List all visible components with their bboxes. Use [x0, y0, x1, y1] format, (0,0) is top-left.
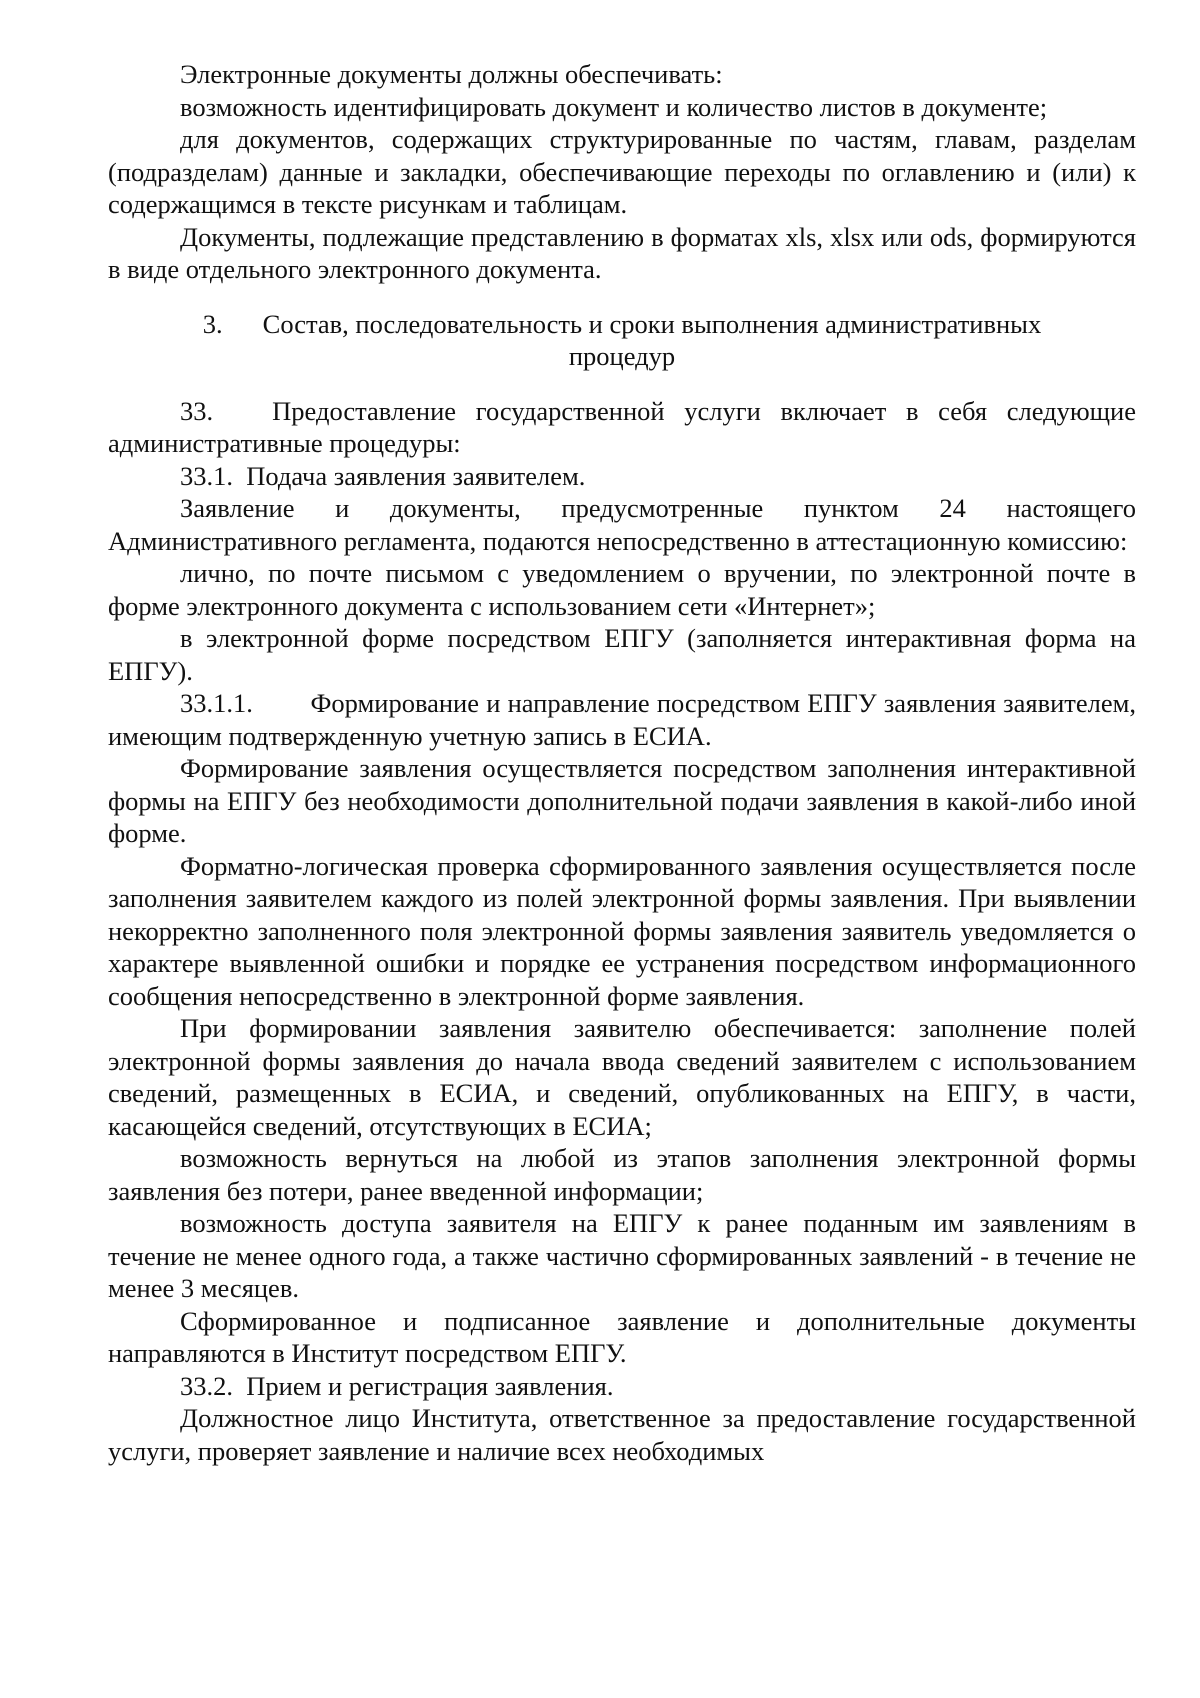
paragraph: Форматно-логическая проверка сформированного заявления осуществляется после заполнения заявителем каждого из полей электронной формы заявления. При выявлении некорректно заполненного поля электронной формы заявления заявитель уведомляется о характере выявленной ошибки и порядке ее устранения посредством информационного сообщения непосредственно в электронной форме заявления.	[108, 850, 1136, 1011]
paragraph: Формирование заявления осуществляется посредством заполнения интерактивной формы на ЕПГУ без необходимости дополнительной подачи заявления в какой-либо иной форме.	[108, 753, 1136, 848]
paragraph: Сформированное и подписанное заявление и дополнительные документы направляются в Институт посредством ЕПГУ.	[108, 1305, 1136, 1368]
paragraph: Должностное лицо Института, ответственное за предоставление государственной услуги, проверяет заявление и наличие всех необходимых	[108, 1403, 1136, 1466]
paragraph: 33.1.1. Формирование и направление посредством ЕПГУ заявления заявителем, имеющим подтвержденную учетную запись в ЕСИА.	[108, 688, 1143, 751]
section-number: 3.	[202, 308, 223, 339]
document-page	[108, 58, 1143, 1467]
section-title-line1: Состав, последовательность и сроки выполнения административных	[262, 308, 1042, 339]
paragraph: Электронные документы должны обеспечивать:	[180, 59, 723, 89]
paragraph: 33.1. Подача заявления заявителем.	[180, 460, 586, 491]
paragraph: Документы, подлежащие представлению в форматах xls, xlsx или ods, формируются в виде отдельного электронного документа.	[108, 221, 1136, 284]
section-heading	[108, 308, 1136, 373]
paragraph: для документов, содержащих структурированные по частям, главам, разделам (подразделам) данные и закладки, обеспечивающие переходы по оглавлению и (или) к содержащимся в тексте рисункам и таблицам.	[108, 124, 1136, 219]
paragraph: 33. Предоставление государственной услуги включает в себя следующие административные процедуры:	[108, 395, 1143, 458]
paragraph: возможность доступа заявителя на ЕПГУ к ранее поданным им заявлениям в течение не менее одного года, а также частично сформированных заявлений - в течение не менее 3 месяцев.	[108, 1208, 1136, 1303]
paragraph: При формировании заявления заявителю обеспечивается: заполнение полей электронной формы заявления до начала ввода сведений заявителем с использованием сведений, размещенных в ЕСИА, и сведений, опубликованных на ЕПГУ, в части, касающейся сведений, отсутствующих в ЕСИА;	[108, 1013, 1136, 1141]
paragraph: возможность вернуться на любой из этапов заполнения электронной формы заявления без потери, ранее введенной информации;	[108, 1143, 1136, 1206]
section-title-line2: процедур	[568, 341, 676, 371]
paragraph: возможность идентифицировать документ и количество листов в документе;	[180, 91, 1048, 122]
paragraph: в электронной форме посредством ЕПГУ (заполняется интерактивная форма на ЕПГУ).	[108, 623, 1136, 686]
paragraph: лично, по почте письмом с уведомлением о вручении, по электронной почте в форме электронного документа с использованием сети «Интернет»;	[108, 558, 1136, 621]
paragraph: Заявление и документы, предусмотренные пунктом 24 настоящего Административного регламента, подаются непосредственно в аттестационную комиссию:	[108, 493, 1136, 556]
paragraph: 33.2. Прием и регистрация заявления.	[180, 1370, 614, 1401]
